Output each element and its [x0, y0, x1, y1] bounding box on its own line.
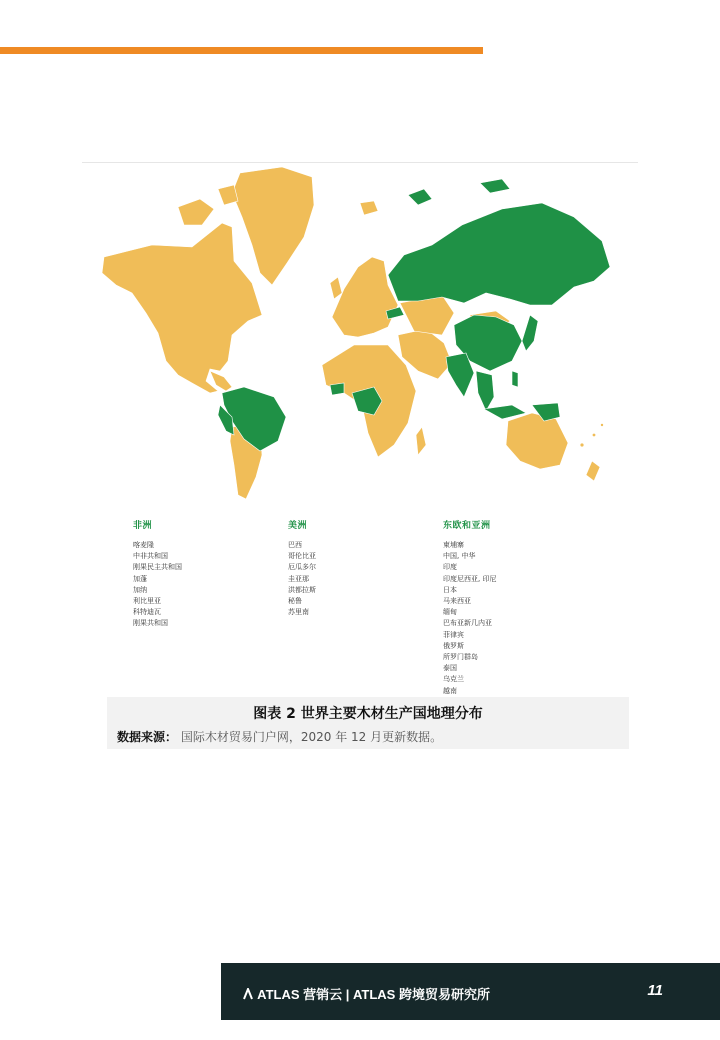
atlas-logo-icon — [243, 988, 253, 1000]
legend-item: 越南 — [443, 686, 457, 695]
legend-item: 中国, 中华 — [443, 552, 476, 561]
legend-item: 科特迪瓦 — [133, 608, 161, 617]
legend-item: 刚果民主共和国 — [133, 563, 182, 572]
legend-item: 印度尼西亚, 印尼 — [443, 574, 497, 583]
legend-item: 乌克兰 — [443, 675, 464, 684]
island-dot — [593, 434, 596, 437]
west-africa-region — [330, 383, 344, 395]
legend-item: 加纳 — [133, 585, 147, 594]
legend-heading: 东欧和亚洲 — [443, 521, 491, 531]
legend-item: 马来西亚 — [443, 597, 471, 606]
philippines-region — [512, 371, 518, 387]
legend-list — [288, 540, 438, 618]
japan-region — [522, 315, 538, 351]
madagascar-region — [416, 427, 426, 455]
legend-item: 加蓬 — [133, 574, 147, 583]
island-dot — [601, 424, 603, 426]
legend-item: 菲律宾 — [443, 630, 464, 639]
legend-list — [443, 540, 593, 697]
legend-column-eastern-europe-asia — [443, 518, 593, 697]
legend-item: 苏里南 — [288, 608, 309, 617]
legend-item: 洪都拉斯 — [288, 585, 316, 594]
footer-brand — [243, 984, 490, 1003]
legend-item: 喀麦隆 — [133, 541, 154, 549]
legend-item: 中非共和国 — [133, 552, 168, 561]
legend-item: 秘鲁 — [288, 597, 302, 606]
legend-heading: 美洲 — [288, 521, 308, 531]
arctic-islands-region — [178, 185, 238, 225]
legend-item: 巴西 — [288, 541, 302, 549]
legend-item: 厄瓜多尔 — [288, 563, 316, 572]
legend-item: 巴布亚新几内亚 — [443, 619, 492, 628]
legend-item: 柬埔寨 — [443, 541, 464, 549]
europe-region — [332, 257, 398, 337]
page-footer — [221, 963, 720, 1020]
legend-item: 俄罗斯 — [443, 641, 464, 650]
legend-item: 印度 — [443, 563, 457, 572]
legend-item: 刚果共和国 — [133, 619, 168, 628]
russia-north-islands — [408, 179, 510, 205]
north-america-region — [102, 223, 262, 393]
data-source-text: 国际木材贸易门户网，2020 年 12 月更新数据。 — [180, 730, 443, 744]
legend-heading: 非洲 — [133, 521, 153, 531]
legend-column-africa — [133, 518, 283, 630]
data-source-label: 数据来源： — [117, 730, 178, 744]
figure-caption-box — [107, 697, 629, 749]
legend-item: 缅甸 — [443, 608, 457, 617]
legend-item: 哥伦比亚 — [288, 552, 316, 561]
russia-region — [388, 203, 610, 305]
greenland-region — [232, 167, 314, 285]
island-dot — [580, 443, 583, 446]
figure-title: 图表 2 世界主要木材生产国地理分布 — [253, 706, 483, 722]
footer-brand-text: ATLAS 营销云 | ATLAS 跨境贸易研究所 — [257, 987, 490, 1002]
legend-list — [133, 540, 283, 630]
legend-item: 圭亚那 — [288, 574, 309, 583]
world-map — [82, 165, 638, 505]
uk-region — [330, 277, 342, 299]
new-zealand-region — [586, 461, 600, 481]
legend-item: 日本 — [443, 585, 457, 594]
legend-column-americas — [288, 518, 438, 618]
pacific-islands — [580, 424, 603, 447]
map-top-divider — [82, 162, 638, 163]
top-accent-rule — [0, 47, 483, 54]
southeast-asia-region — [476, 371, 494, 411]
page-number: 11 — [647, 982, 663, 999]
iceland-region — [360, 201, 378, 215]
legend-item: 所罗门群岛 — [443, 653, 478, 662]
legend-item: 利比里亚 — [133, 597, 161, 606]
data-source-line — [117, 728, 442, 745]
legend-item: 泰国 — [443, 664, 457, 673]
australia-region — [506, 413, 568, 469]
